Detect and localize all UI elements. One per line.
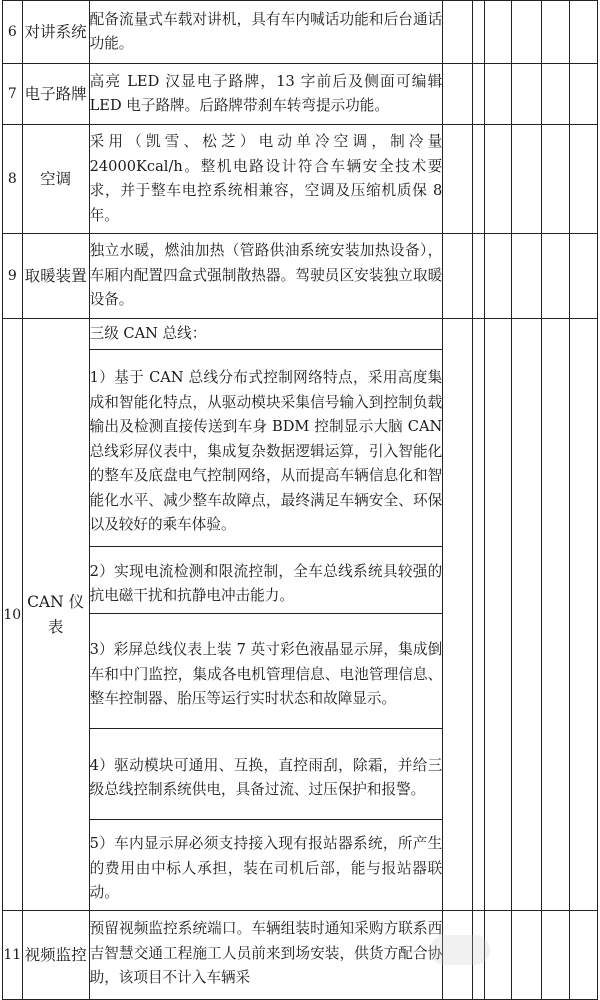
empty-cell — [512, 1, 542, 64]
empty-cell — [484, 125, 512, 234]
item-name: 对讲系统 — [22, 1, 89, 64]
empty-cell — [443, 64, 473, 125]
empty-cell — [542, 125, 570, 234]
empty-cell — [570, 911, 598, 1000]
item-name: 取暖装置 — [22, 234, 89, 319]
empty-cell — [473, 1, 484, 64]
can-point: 4）驱动模块可通用、互换，直控雨刮，除霜，并给三级总线控制系统供电，具备过流、过压保护和报警。 — [89, 729, 443, 820]
empty-cell — [542, 64, 570, 125]
table-row — [3, 64, 598, 125]
table-row — [3, 911, 598, 1000]
item-name: 视频监控 — [22, 911, 89, 1000]
can-point: 1）基于 CAN 总线分布式控制网络特点，采用高度集成和智能化特点，从驱动模块采集信号输入到控制负载输出及检测直接传送到车身 BDM 控制显示大脑 CAN 总线彩屏仪表中，集成复杂数据逻辑运算，引入智能化的整车及底盘电气控制网络，从而提高车辆信息化和智能化水平、减少整车故障点，最终满足车辆安全、环保以及较好的乘车体验。 — [89, 350, 443, 547]
empty-cell — [570, 234, 598, 319]
empty-cell — [542, 1, 570, 64]
item-description: 独立水暖，燃油加热（管路供油系统安装加热设备），车厢内配置四盒式强制散热器。驾驶员区安装独立取暖设备。 — [89, 234, 443, 319]
empty-cell — [473, 319, 484, 911]
spec-table — [2, 0, 598, 1000]
empty-cell — [443, 1, 473, 64]
empty-cell — [570, 1, 598, 64]
item-name: CAN 仪表 — [22, 319, 89, 911]
row-number: 8 — [3, 125, 23, 234]
empty-cell — [512, 125, 542, 234]
can-point: 5）车内显示屏必须支持接入现有报站器系统，所产生的费用由中标人承担，装在司机后部，能与报站器联动。 — [89, 820, 443, 911]
empty-cell — [443, 319, 473, 911]
table-row — [3, 319, 598, 350]
item-name: 电子路牌 — [22, 64, 89, 125]
empty-cell — [542, 319, 570, 911]
watermark — [430, 935, 490, 965]
row-number: 7 — [3, 64, 23, 125]
empty-cell — [484, 234, 512, 319]
item-description: 采用（凯雪、松芝）电动单冷空调，制冷量 24000Kcal/h。整机电路设计符合车辆安全技术要求，并于整车电控系统相兼容，空调及压缩机质保 8 年。 — [89, 125, 443, 234]
empty-cell — [484, 1, 512, 64]
row-number: 9 — [3, 234, 23, 319]
item-description: 预留视频监控系统端口。车辆组装时通知采购方联系西吉智慧交通工程施工人员前来到场安装，供货方配合协助，该项目不计入车辆采 — [89, 911, 443, 1000]
table-row — [3, 234, 598, 319]
row-number: 6 — [3, 1, 23, 64]
empty-cell — [542, 911, 570, 1000]
empty-cell — [570, 64, 598, 125]
empty-cell — [542, 234, 570, 319]
empty-cell — [484, 64, 512, 125]
item-name: 空调 — [22, 125, 89, 234]
empty-cell — [443, 125, 473, 234]
empty-cell — [570, 319, 598, 911]
empty-cell — [512, 64, 542, 125]
table-row — [3, 1, 598, 64]
empty-cell — [484, 319, 512, 911]
empty-cell — [512, 319, 542, 911]
can-point: 2）实现电流检测和限流控制，全车总线系统具较强的抗电磁干扰和抗静电冲击能力。 — [89, 547, 443, 614]
item-description: 高亮 LED 汉显电子路牌，13 字前后及侧面可编辑 LED 电子路牌。后路牌带刹车转弯提示功能。 — [89, 64, 443, 125]
can-header: 三级 CAN 总线： — [89, 319, 443, 350]
empty-cell — [473, 64, 484, 125]
empty-cell — [512, 234, 542, 319]
empty-cell — [473, 125, 484, 234]
row-number: 11 — [3, 911, 23, 1000]
row-number: 10 — [3, 319, 23, 911]
empty-cell — [443, 234, 473, 319]
empty-cell — [473, 234, 484, 319]
item-description: 配备流量式车载对讲机，具有车内喊话功能和后台通话功能。 — [89, 1, 443, 64]
empty-cell — [570, 125, 598, 234]
can-point: 3）彩屏总线仪表上装 7 英寸彩色液晶显示屏，集成倒车和中门监控，集成各电机管理信息、电池管理信息、整车控制器、胎压等运行实时状态和故障显示。 — [89, 614, 443, 729]
empty-cell — [512, 911, 542, 1000]
table-row — [3, 125, 598, 234]
